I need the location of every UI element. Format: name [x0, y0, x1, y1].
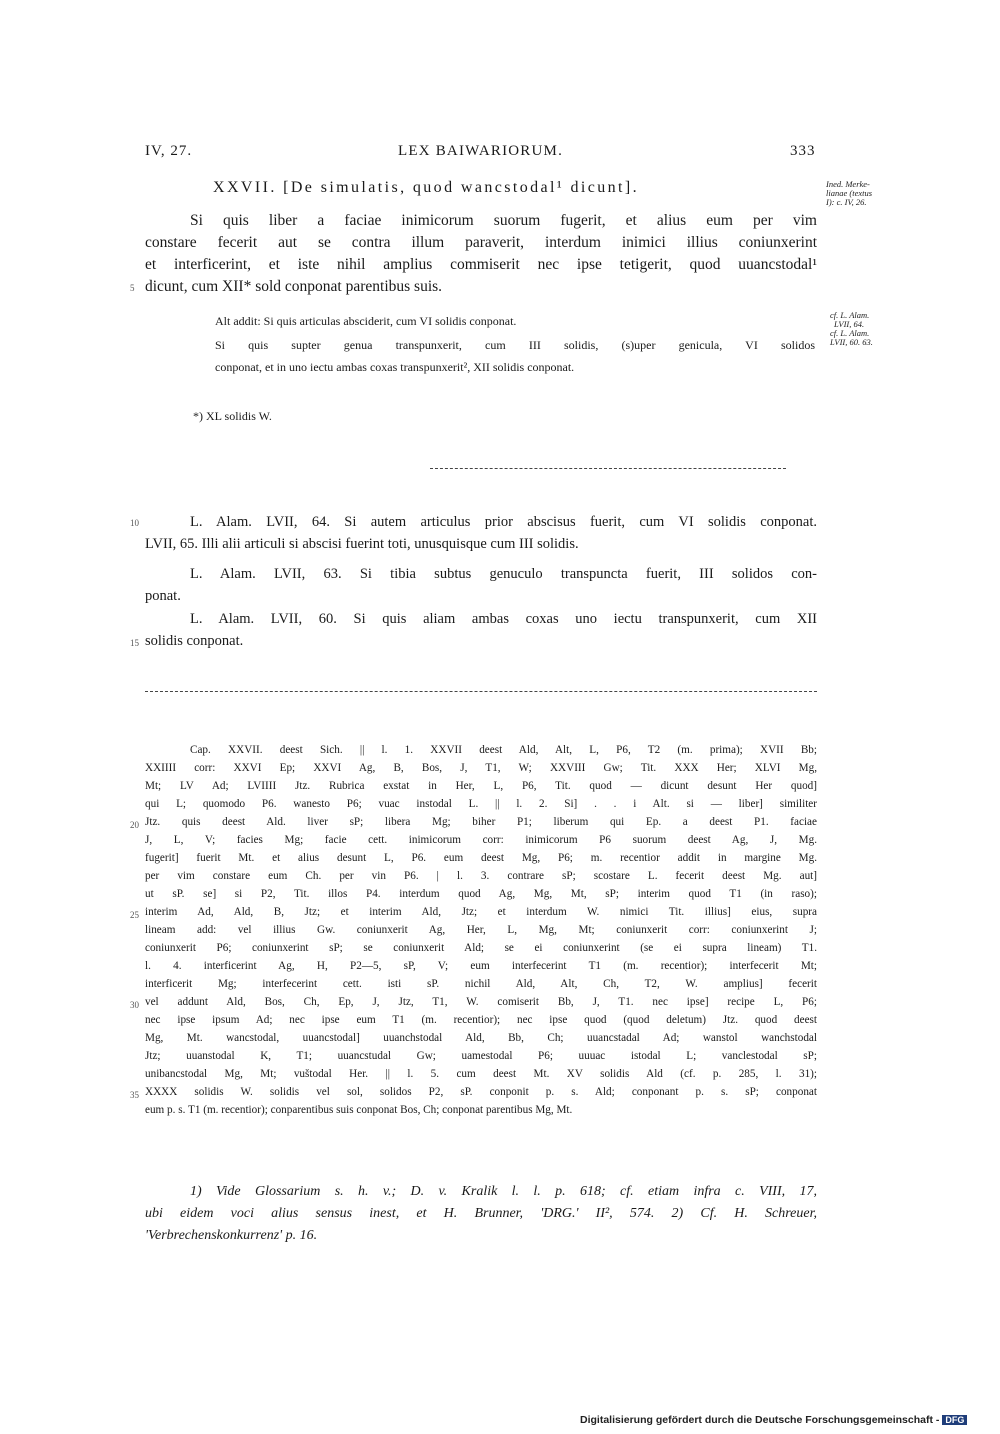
main-text-line: constare fecerit aut se contra illum paraverit, interdum inimici illius coniunxerint	[145, 234, 817, 251]
apparatus-line: Mt; LV Ad; LVIIII Jtz. Rubrica exstat in Her, L, P6, Tit. quod — dicunt desunt Her quod]	[145, 780, 817, 792]
asterisk-note: *) XL solidis W.	[193, 409, 272, 423]
side-note-line: LVII, 64.	[834, 319, 865, 329]
side-note	[830, 311, 873, 347]
apparatus-line: Mg, Mt. wancstodal, uuancstodal] uuanchstodal Ald, Bb, Ch; uuancstadal Ad; wanstol wanchstodal	[145, 1032, 817, 1044]
footnote-line: 'Verbrechenskonkurrenz' p. 16.	[145, 1228, 318, 1243]
funding-notice	[580, 1414, 967, 1426]
apparatus-line: qui L; quomodo P6. wanesto P6; vuac instodal L. || l. 2. Si] . . i Alt. si — liber] similiter	[145, 798, 817, 810]
apparatus-line: ut sP. se] si P2, Tit. illos P4. interdum quod Ag, Mg, Mt, sP; interim quod T1 (in raso);	[145, 888, 817, 900]
side-note	[826, 180, 872, 207]
running-header-section: IV, 27.	[145, 143, 193, 159]
apparatus-line: interficerit Mg; interfecerint cett. isti sP. nichil Ald, Alt, Ch, T2, W. amplius] fecerit	[145, 978, 817, 990]
line-number: 30	[130, 1000, 139, 1010]
line-number: 20	[130, 820, 139, 830]
apparatus-line: l. 4. interficerint Ag, H, P2—5, sP, V; eum interfecerint T1 (m. recentior); interfecerit Mt;	[145, 960, 817, 972]
funding-notice-text: Digitalisierung gefördert durch die Deutsche Forschungsgemeinschaft -	[580, 1414, 940, 1426]
main-text-line: dicunt, cum XII* sold conponat parentibus suis.	[145, 278, 443, 295]
side-note-line: LVII, 60. 63.	[830, 337, 873, 347]
apparatus-line: lineam add: vel illius Gw. coniunxerit Ag, Her, L, Mg, Mt; coniunxerit corr: coniunxerint J;	[145, 924, 817, 936]
chapter-heading: XXVII. [De simulatis, quod wancstodal¹ dicunt].	[213, 179, 639, 196]
apparatus-line: Jtz. quis deest Ald. liver sP; libera Mg; biher P1; liberum qui Ep. a deest P1. faciae	[145, 816, 817, 828]
apparatus-line: J, L, V; facies Mg; facie cett. inimicorum corr: inimicorum P6 suorum deest Ag, J, Mg.	[145, 834, 817, 846]
footnote-line: ubi eidem voci alius sensus inest, et H. Brunner, 'DRG.' II², 574. 2) Cf. H. Schreuer,	[145, 1206, 817, 1221]
apparatus-line: Cap. XXVII. deest Sich. || l. 1. XXVII deest Ald, Alt, L, P6, T2 (m. prima); XVII Bb;	[190, 744, 817, 756]
comparison-line: L. Alam. LVII, 63. Si tibia subtus genuculo transpuncta fuerit, III solidos con-	[190, 566, 817, 582]
apparatus-line: interim Ad, Ald, B, Jtz; et interim Ald, Jtz; et interdum W. nimici Tit. illius] eius, supra	[145, 906, 817, 918]
side-note-line: Ined. Merke-	[826, 179, 870, 189]
side-note-line: cf. L. Alam.	[830, 328, 870, 338]
apparatus-line: vel addunt Ald, Bos, Ch, Ep, J, Jtz, T1, W. comiserit Bb, J, T1. nec ipse] recipe L, P6;	[145, 996, 817, 1008]
main-text-line: Si quis liber a faciae inimicorum suorum fugerit, et alius eum per vim	[190, 212, 817, 229]
addition-line: conponat, et in uno iectu ambas coxas transpunxerit², XII solidis conponat.	[215, 360, 575, 374]
comparison-line: L. Alam. LVII, 60. Si quis aliam ambas coxas uno iectu transpunxerit, cum XII	[190, 611, 817, 627]
apparatus-line: coniunxerit P6; coniunxerint sP; se coniunxerit Ald; se ei coniunxerint (se ei supra lineam) T1.	[145, 942, 817, 954]
line-number: 15	[130, 638, 139, 648]
comparison-line: solidis conponat.	[145, 633, 244, 649]
apparatus-line: per vim constare eum Ch. per vin P6. | l. 3. contrare sP; scostare L. fecerit deest Mg. aut]	[145, 870, 817, 882]
page-number: 333	[790, 143, 816, 159]
side-note-line: lianae (textus	[826, 188, 873, 198]
apparatus-line: Jtz; uuanstodal K, T1; uuancstudal Gw; uamestodal P6; uuuac istodal L; vanclestodal sP;	[145, 1050, 817, 1062]
separator-rule	[145, 691, 817, 692]
apparatus-line: unibancstodal Mg, Mt; vuštodal Her. || l. 5. cum deest Mt. XV solidis Ald (cf. p. 285, l. 31);	[145, 1068, 817, 1080]
main-text-line: et interficerint, et iste nihil amplius commiserit nec ipse tetigerit, quod uuancstodal¹	[145, 256, 817, 273]
separator-rule	[430, 468, 786, 469]
comparison-line: L. Alam. LVII, 64. Si autem articulus prior abscisus fuerit, cum VI solidis conponat.	[190, 514, 817, 530]
apparatus-line: eum p. s. T1 (m. recentior); conparentibus suis conponat Bos, Ch; conponat parentibus Mg, Mt.	[145, 1104, 573, 1116]
comparison-line: LVII, 65. Illi alii articuli si abscisi fuerint toti, unusquisque cum III solidis.	[145, 536, 579, 552]
apparatus-line: XXIIII corr: XXVI Ep; XXVI Ag, B, Bos, J, T1, W; XXVIII Gw; Tit. XXX Her; XLVI Mg,	[145, 762, 817, 774]
apparatus-line: nec ipse ipsum Ad; nec ipse eum T1 (m. recentior); nec ipse quod (quod deletum) Jtz. quod deest	[145, 1014, 817, 1026]
side-note-line: I): c. IV, 26.	[826, 197, 867, 207]
line-number: 25	[130, 910, 139, 920]
line-number: 10	[130, 518, 139, 528]
addition-line: Si quis supter genua transpunxerit, cum III solidis, (s)uper genicula, VI solidos	[215, 338, 815, 352]
footnote-line: 1) Vide Glossarium s. h. v.; D. v. Kralik l. l. p. 618; cf. etiam infra c. VIII, 17,	[190, 1184, 817, 1199]
side-note-line: cf. L. Alam.	[830, 310, 870, 320]
dfg-logo: DFG	[942, 1415, 967, 1425]
apparatus-line: fugerit] fuerit Mt. et alius desunt L, P6. eum deest Mg, P6; m. recentior addit in margine Mg.	[145, 852, 817, 864]
line-number: 5	[130, 283, 135, 293]
apparatus-line: XXXX solidis W. solidis vel sol, solidos P2, sP. conponit p. s. Ald; conponant p. s. sP; conponat	[145, 1086, 817, 1098]
running-header-title: LEX BAIWARIORUM.	[398, 143, 564, 159]
addition-line: Alt addit: Si quis articulas absciderit, cum VI solidis conponat.	[215, 314, 517, 328]
line-number: 35	[130, 1090, 139, 1100]
comparison-line: ponat.	[145, 588, 181, 604]
